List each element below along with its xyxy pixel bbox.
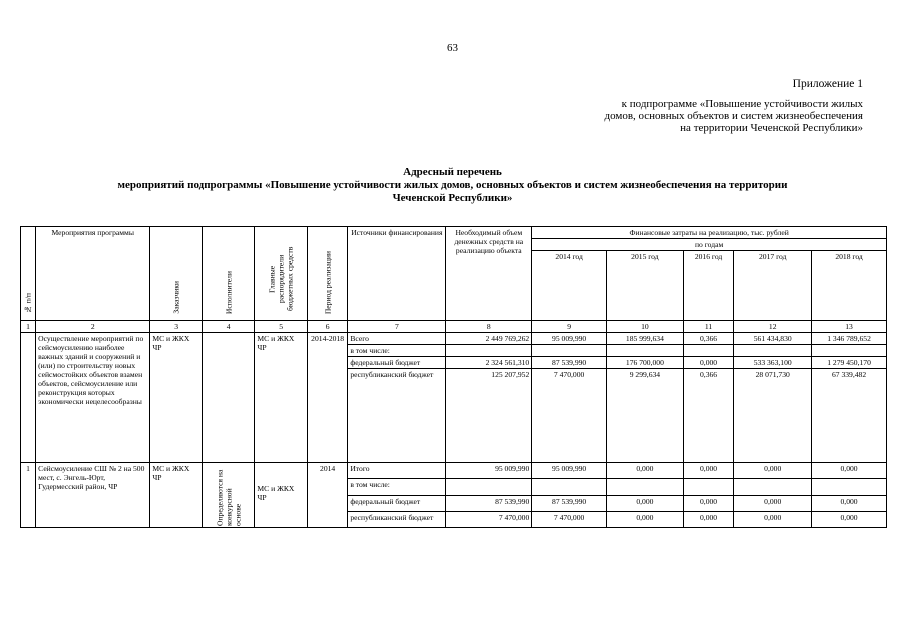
row-y2017: 0,000	[734, 511, 812, 527]
column-number: 4	[202, 321, 255, 333]
column-number: 10	[607, 321, 684, 333]
row-y2017: 28 071,730	[734, 369, 812, 463]
column-number-row	[21, 321, 887, 333]
row-required: 2 324 561,310	[446, 357, 532, 369]
header-num: № п/п	[21, 227, 36, 321]
header-customer: Заказчики	[150, 227, 203, 321]
row-y2016	[683, 479, 734, 495]
column-number: 8	[446, 321, 532, 333]
row-y2014: 7 470,000	[532, 511, 607, 527]
column-number: 5	[255, 321, 308, 333]
title-line: Адресный перечень	[403, 166, 502, 178]
row-required	[446, 345, 532, 357]
row-period: 2014	[307, 463, 347, 528]
row-required: 87 539,990	[446, 495, 532, 511]
row-y2017: 533 363,100	[734, 357, 812, 369]
row-y2015: 0,000	[607, 495, 684, 511]
row-y2018	[812, 479, 887, 495]
column-number: 11	[683, 321, 734, 333]
header-year: 2018 год	[812, 251, 887, 321]
row-executors: Определяются на конкурсной основе	[202, 463, 255, 528]
row-required	[446, 479, 532, 495]
row-y2016: 0,366	[683, 369, 734, 463]
column-number: 1	[21, 321, 36, 333]
row-y2015: 0,000	[607, 511, 684, 527]
table-row	[21, 333, 887, 345]
row-y2016: 0,000	[683, 495, 734, 511]
header-row	[21, 227, 887, 239]
row-customer: МС и ЖКХ ЧР	[150, 463, 203, 528]
row-managers: МС и ЖКХ ЧР	[255, 463, 308, 528]
row-y2014	[532, 479, 607, 495]
row-y2017: 0,000	[734, 463, 812, 479]
page-number: 63	[447, 42, 458, 54]
row-y2014: 95 009,990	[532, 463, 607, 479]
row-y2014: 87 539,990	[532, 357, 607, 369]
title-line: мероприятий подпрограммы «Повышение устойчивости жилых домов, основных объектов и систем жизнеобеспечения на территории	[117, 179, 788, 191]
header-year: 2014 год	[532, 251, 607, 321]
row-y2015	[607, 345, 684, 357]
table-row	[21, 463, 887, 479]
column-number: 9	[532, 321, 607, 333]
column-number: 12	[734, 321, 812, 333]
row-y2018: 0,000	[812, 463, 887, 479]
appendix-block	[604, 78, 863, 134]
header-year: 2016 год	[683, 251, 734, 321]
appendix-line: домов, основных объектов и систем жизнеобеспечения	[604, 110, 863, 122]
row-y2014	[532, 345, 607, 357]
row-customer: МС и ЖКХ ЧР	[150, 333, 203, 463]
row-required: 2 449 769,262	[446, 333, 532, 345]
row-y2018: 0,000	[812, 511, 887, 527]
header-managers: Главные распорядители бюджетных средств	[255, 227, 308, 321]
header-by-years: по годам	[532, 239, 887, 251]
document-title	[20, 166, 885, 205]
title-line: Чеченской Республики»	[392, 192, 513, 204]
header-activity: Мероприятия программы	[36, 227, 150, 321]
row-y2014: 7 470,000	[532, 369, 607, 463]
column-number: 3	[150, 321, 203, 333]
row-required: 125 207,952	[446, 369, 532, 463]
row-activity: Сейсмоусиление СШ № 2 на 500 мест, с. Энгель-Юрт, Гудермесский район, ЧР	[36, 463, 150, 528]
row-source: республиканский бюджет	[348, 369, 446, 463]
header-period: Период реализации	[307, 227, 347, 321]
row-period: 2014-2018	[307, 333, 347, 463]
row-y2016: 0,366	[683, 333, 734, 345]
appendix-line: на территории Чеченской Республики»	[680, 122, 863, 134]
header-year: 2017 год	[734, 251, 812, 321]
header-sources: Источники финансирования	[348, 227, 446, 321]
row-managers: МС и ЖКХ ЧР	[255, 333, 308, 463]
row-source: Итого	[348, 463, 446, 479]
appendix-line: к подпрограмме «Повышение устойчивости жилых	[621, 98, 863, 110]
column-number: 13	[812, 321, 887, 333]
row-y2016: 0,000	[683, 511, 734, 527]
appendix-title: Приложение 1	[792, 78, 863, 90]
row-y2017: 0,000	[734, 495, 812, 511]
row-y2016: 0,000	[683, 357, 734, 369]
column-number: 7	[348, 321, 446, 333]
row-source: в том числе:	[348, 479, 446, 495]
row-y2015: 0,000	[607, 463, 684, 479]
row-y2014: 95 009,990	[532, 333, 607, 345]
row-source: Всего	[348, 333, 446, 345]
row-required: 7 470,000	[446, 511, 532, 527]
row-y2018	[812, 345, 887, 357]
row-source: республиканский бюджет	[348, 511, 446, 527]
row-num	[21, 333, 36, 463]
header-year: 2015 год	[607, 251, 684, 321]
row-source: в том числе:	[348, 345, 446, 357]
row-y2015: 176 700,000	[607, 357, 684, 369]
header-required: Необходимый объем денежных средств на реализацию объекта	[446, 227, 532, 321]
row-executors	[202, 333, 255, 463]
row-y2017	[734, 345, 812, 357]
column-number: 2	[36, 321, 150, 333]
row-y2018: 0,000	[812, 495, 887, 511]
row-source: федеральный бюджет	[348, 495, 446, 511]
row-y2015: 185 999,634	[607, 333, 684, 345]
address-list-table	[20, 226, 887, 528]
header-executors: Исполнители	[202, 227, 255, 321]
row-activity: Осуществление мероприятий по сейсмоусилению наиболее важных зданий и сооружений и (или) по строительству новых сейсмостойких объектов взамен объектов, сейсмоусиление или реконструкция которых экономически нецелесообразны	[36, 333, 150, 463]
column-number: 6	[307, 321, 347, 333]
row-y2016	[683, 345, 734, 357]
row-y2018: 67 339,482	[812, 369, 887, 463]
row-y2018: 1 279 450,170	[812, 357, 887, 369]
row-y2018: 1 346 789,652	[812, 333, 887, 345]
header-financial: Финансовые затраты на реализацию, тыс. рублей	[532, 227, 887, 239]
row-source: федеральный бюджет	[348, 357, 446, 369]
row-required: 95 009,990	[446, 463, 532, 479]
row-y2015: 9 299,634	[607, 369, 684, 463]
row-y2014: 87 539,990	[532, 495, 607, 511]
row-y2017	[734, 479, 812, 495]
row-num: 1	[21, 463, 36, 528]
row-y2017: 561 434,830	[734, 333, 812, 345]
row-y2016: 0,000	[683, 463, 734, 479]
row-y2015	[607, 479, 684, 495]
